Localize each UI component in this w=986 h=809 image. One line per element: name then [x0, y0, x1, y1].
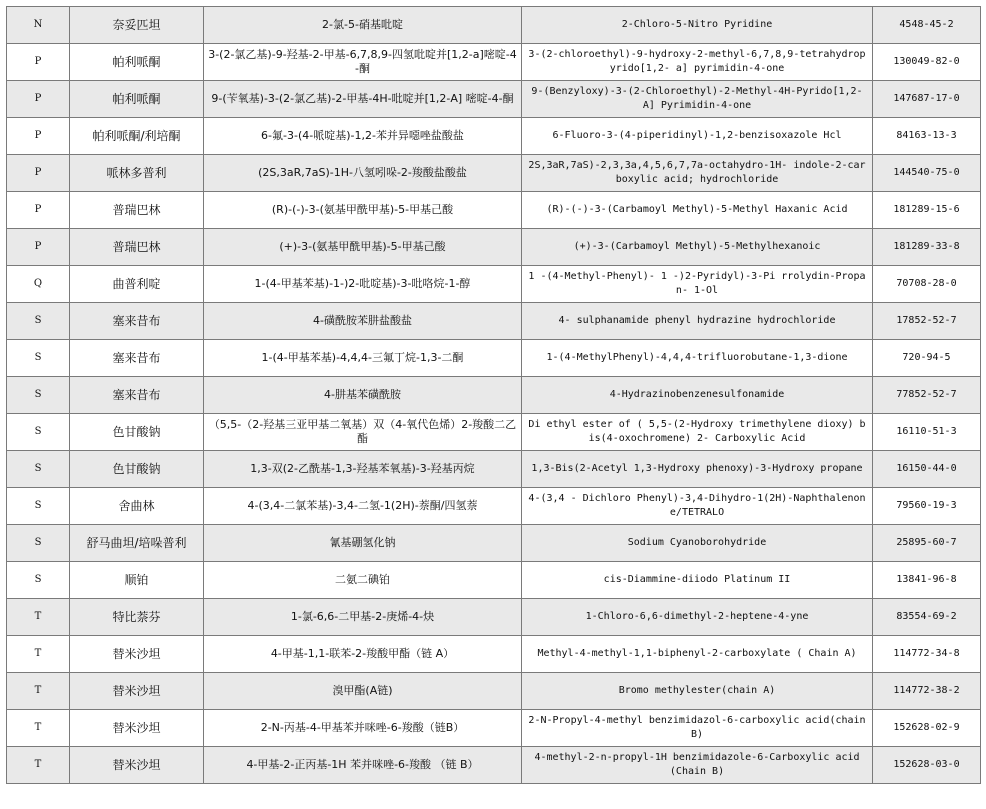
chinese-chemical-name-cell: 4-肼基苯磺酰胺	[204, 377, 522, 414]
english-chemical-name-cell: 2-N-Propyl-4-methyl benzimidazol-6-carboxylic acid(chain B)	[522, 710, 873, 747]
table-row	[7, 155, 981, 192]
index-letter-cell: T	[7, 636, 70, 673]
table-row	[7, 747, 981, 784]
english-chemical-name-cell: Methyl-4-methyl-1,1-biphenyl-2-carboxylate ( Chain A)	[522, 636, 873, 673]
table-row	[7, 525, 981, 562]
table-row	[7, 451, 981, 488]
drug-name-cell: 色甘酸钠	[70, 451, 204, 488]
table-row	[7, 303, 981, 340]
chinese-chemical-name-cell: 二氨二碘铂	[204, 562, 522, 599]
chinese-chemical-name-cell: 2-N-丙基-4-甲基苯并咪唑-6-羧酸（链B）	[204, 710, 522, 747]
chinese-chemical-name-cell: 1-(4-甲基苯基)-4,4,4-三氟丁烷-1,3-二酮	[204, 340, 522, 377]
cas-number-cell: 77852-52-7	[873, 377, 981, 414]
table-row	[7, 118, 981, 155]
english-chemical-name-cell: Bromo methylester(chain A)	[522, 673, 873, 710]
drug-name-cell: 舍曲林	[70, 488, 204, 525]
english-chemical-name-cell: 9-(Benzyloxy)-3-(2-Chloroethyl)-2-Methyl-4H-Pyrido[1,2-A] Pyrimidin-4-one	[522, 81, 873, 118]
table-row	[7, 229, 981, 266]
cas-number-cell: 114772-38-2	[873, 673, 981, 710]
chinese-chemical-name-cell: （5,5-（2-羟基三亚甲基二氧基）双（4-氧代色烯）2-羧酸二乙酯	[204, 414, 522, 451]
chinese-chemical-name-cell: 1,3-双(2-乙酰基-1,3-羟基苯氧基)-3-羟基丙烷	[204, 451, 522, 488]
english-chemical-name-cell: 1,3-Bis(2-Acetyl 1,3-Hydroxy phenoxy)-3-Hydroxy propane	[522, 451, 873, 488]
index-letter-cell: P	[7, 44, 70, 81]
table-row	[7, 488, 981, 525]
chinese-chemical-name-cell: 4-磺酰胺苯肼盐酸盐	[204, 303, 522, 340]
index-letter-cell: T	[7, 673, 70, 710]
index-letter-cell: Q	[7, 266, 70, 303]
table-body	[7, 7, 981, 784]
english-chemical-name-cell: 4-Hydrazinobenzenesulfonamide	[522, 377, 873, 414]
drug-name-cell: 奈妥匹坦	[70, 7, 204, 44]
english-chemical-name-cell: Di ethyl ester of ( 5,5-(2-Hydroxy trimethylene dioxy) bis(4-oxochromene) 2- Carboxylic Acid	[522, 414, 873, 451]
cas-number-cell: 16150-44-0	[873, 451, 981, 488]
chinese-chemical-name-cell: 4-甲基-1,1-联苯-2-羧酸甲酯（链 A）	[204, 636, 522, 673]
cas-number-cell: 152628-02-9	[873, 710, 981, 747]
index-letter-cell: T	[7, 747, 70, 784]
english-chemical-name-cell: 1-(4-MethylPhenyl)-4,4,4-trifluorobutane-1,3-dione	[522, 340, 873, 377]
drug-name-cell: 曲普利啶	[70, 266, 204, 303]
table-row	[7, 673, 981, 710]
index-letter-cell: P	[7, 229, 70, 266]
english-chemical-name-cell: 4-(3,4 - Dichloro Phenyl)-3,4-Dihydro-1(2H)-Naphthalenone/TETRALO	[522, 488, 873, 525]
table-row	[7, 340, 981, 377]
index-letter-cell: S	[7, 340, 70, 377]
chinese-chemical-name-cell: 1-(4-甲基苯基)-1-)2-吡啶基)-3-吡咯烷-1-醇	[204, 266, 522, 303]
drug-name-cell: 普瑞巴林	[70, 229, 204, 266]
cas-number-cell: 79560-19-3	[873, 488, 981, 525]
drug-name-cell: 帕利哌酮	[70, 81, 204, 118]
cas-number-cell: 25895-60-7	[873, 525, 981, 562]
table-row	[7, 562, 981, 599]
drug-name-cell: 塞来昔布	[70, 303, 204, 340]
table-row	[7, 44, 981, 81]
english-chemical-name-cell: 2S,3aR,7aS)-2,3,3a,4,5,6,7,7a-octahydro-1H- indole-2-carboxylic acid; hydrochloride	[522, 155, 873, 192]
cas-number-cell: 70708-28-0	[873, 266, 981, 303]
cas-number-cell: 181289-15-6	[873, 192, 981, 229]
table-row	[7, 81, 981, 118]
index-letter-cell: S	[7, 377, 70, 414]
drug-name-cell: 特比萘芬	[70, 599, 204, 636]
index-letter-cell: S	[7, 525, 70, 562]
drug-name-cell: 帕利哌酮/利培酮	[70, 118, 204, 155]
drug-name-cell: 替米沙坦	[70, 636, 204, 673]
drug-name-cell: 替米沙坦	[70, 710, 204, 747]
index-letter-cell: S	[7, 562, 70, 599]
chinese-chemical-name-cell: 6-氟-3-(4-哌啶基)-1,2-苯并异噁唑盐酸盐	[204, 118, 522, 155]
drug-name-cell: 舒马曲坦/培哚普利	[70, 525, 204, 562]
index-letter-cell: N	[7, 7, 70, 44]
index-letter-cell: S	[7, 414, 70, 451]
chinese-chemical-name-cell: 4-甲基-2-正丙基-1H 苯并咪唑-6-羧酸 （链 B）	[204, 747, 522, 784]
english-chemical-name-cell: Sodium Cyanoborohydride	[522, 525, 873, 562]
cas-number-cell: 17852-52-7	[873, 303, 981, 340]
english-chemical-name-cell: 3-(2-chloroethyl)-9-hydroxy-2-methyl-6,7,8,9-tetrahydropyrido[1,2- a] pyrimidin-4-one	[522, 44, 873, 81]
drug-name-cell: 色甘酸钠	[70, 414, 204, 451]
index-letter-cell: P	[7, 155, 70, 192]
index-letter-cell: S	[7, 451, 70, 488]
cas-number-cell: 181289-33-8	[873, 229, 981, 266]
drug-name-cell: 替米沙坦	[70, 673, 204, 710]
cas-number-cell: 13841-96-8	[873, 562, 981, 599]
cas-number-cell: 114772-34-8	[873, 636, 981, 673]
chinese-chemical-name-cell: (R)-(-)-3-(氨基甲酰甲基)-5-甲基己酸	[204, 192, 522, 229]
chinese-chemical-name-cell: 9-(苄氧基)-3-(2-氯乙基)-2-甲基-4H-吡啶并[1,2-A] 嘧啶-4-酮	[204, 81, 522, 118]
cas-number-cell: 720-94-5	[873, 340, 981, 377]
index-letter-cell: T	[7, 599, 70, 636]
chinese-chemical-name-cell: 2-氯-5-硝基吡啶	[204, 7, 522, 44]
index-letter-cell: P	[7, 192, 70, 229]
chinese-chemical-name-cell: 3-(2-氯乙基)-9-羟基-2-甲基-6,7,8,9-四氢吡啶并[1,2-a]嘧啶-4-酮	[204, 44, 522, 81]
english-chemical-name-cell: 2-Chloro-5-Nitro Pyridine	[522, 7, 873, 44]
index-letter-cell: T	[7, 710, 70, 747]
chinese-chemical-name-cell: (+)-3-(氨基甲酰甲基)-5-甲基己酸	[204, 229, 522, 266]
chinese-chemical-name-cell: (2S,3aR,7aS)-1H-八氢吲哚-2-羧酸盐酸盐	[204, 155, 522, 192]
drug-name-cell: 顺铂	[70, 562, 204, 599]
drug-name-cell: 普瑞巴林	[70, 192, 204, 229]
index-letter-cell: P	[7, 118, 70, 155]
table-row	[7, 599, 981, 636]
chinese-chemical-name-cell: 4-(3,4-二氯苯基)-3,4-二氢-1(2H)-萘酮/四氢萘	[204, 488, 522, 525]
english-chemical-name-cell: 6-Fluoro-3-(4-piperidinyl)-1,2-benzisoxazole Hcl	[522, 118, 873, 155]
chinese-chemical-name-cell: 1-氯-6,6-二甲基-2-庚烯-4-炔	[204, 599, 522, 636]
english-chemical-name-cell: cis-Diammine-diiodo Platinum II	[522, 562, 873, 599]
english-chemical-name-cell: 1 -(4-Methyl-Phenyl)- 1 -)2-Pyridyl)-3-Pi rrolydin-Propan- 1-Ol	[522, 266, 873, 303]
cas-number-cell: 84163-13-3	[873, 118, 981, 155]
drug-name-cell: 塞来昔布	[70, 340, 204, 377]
cas-number-cell: 147687-17-0	[873, 81, 981, 118]
table-row	[7, 710, 981, 747]
drug-name-cell: 塞来昔布	[70, 377, 204, 414]
english-chemical-name-cell: (+)-3-(Carbamoyl Methyl)-5-Methylhexanoic	[522, 229, 873, 266]
cas-number-cell: 83554-69-2	[873, 599, 981, 636]
drug-name-cell: 替米沙坦	[70, 747, 204, 784]
english-chemical-name-cell: 4- sulphanamide phenyl hydrazine hydrochloride	[522, 303, 873, 340]
table-row	[7, 414, 981, 451]
chinese-chemical-name-cell: 氰基硼氢化钠	[204, 525, 522, 562]
intermediates-table	[6, 6, 981, 784]
table-row	[7, 377, 981, 414]
chinese-chemical-name-cell: 溴甲酯(A链)	[204, 673, 522, 710]
english-chemical-name-cell: 1-Chloro-6,6-dimethyl-2-heptene-4-yne	[522, 599, 873, 636]
table-row	[7, 7, 981, 44]
index-letter-cell: S	[7, 303, 70, 340]
cas-number-cell: 152628-03-0	[873, 747, 981, 784]
drug-name-cell: 哌林多普利	[70, 155, 204, 192]
cas-number-cell: 4548-45-2	[873, 7, 981, 44]
index-letter-cell: S	[7, 488, 70, 525]
cas-number-cell: 16110-51-3	[873, 414, 981, 451]
table-row	[7, 192, 981, 229]
index-letter-cell: P	[7, 81, 70, 118]
drug-name-cell: 帕利哌酮	[70, 44, 204, 81]
english-chemical-name-cell: 4-methyl-2-n-propyl-1H benzimidazole-6-Carboxylic acid (Chain B)	[522, 747, 873, 784]
table-row	[7, 636, 981, 673]
cas-number-cell: 130049-82-0	[873, 44, 981, 81]
table-row	[7, 266, 981, 303]
cas-number-cell: 144540-75-0	[873, 155, 981, 192]
english-chemical-name-cell: (R)-(-)-3-(Carbamoyl Methyl)-5-Methyl Haxanic Acid	[522, 192, 873, 229]
